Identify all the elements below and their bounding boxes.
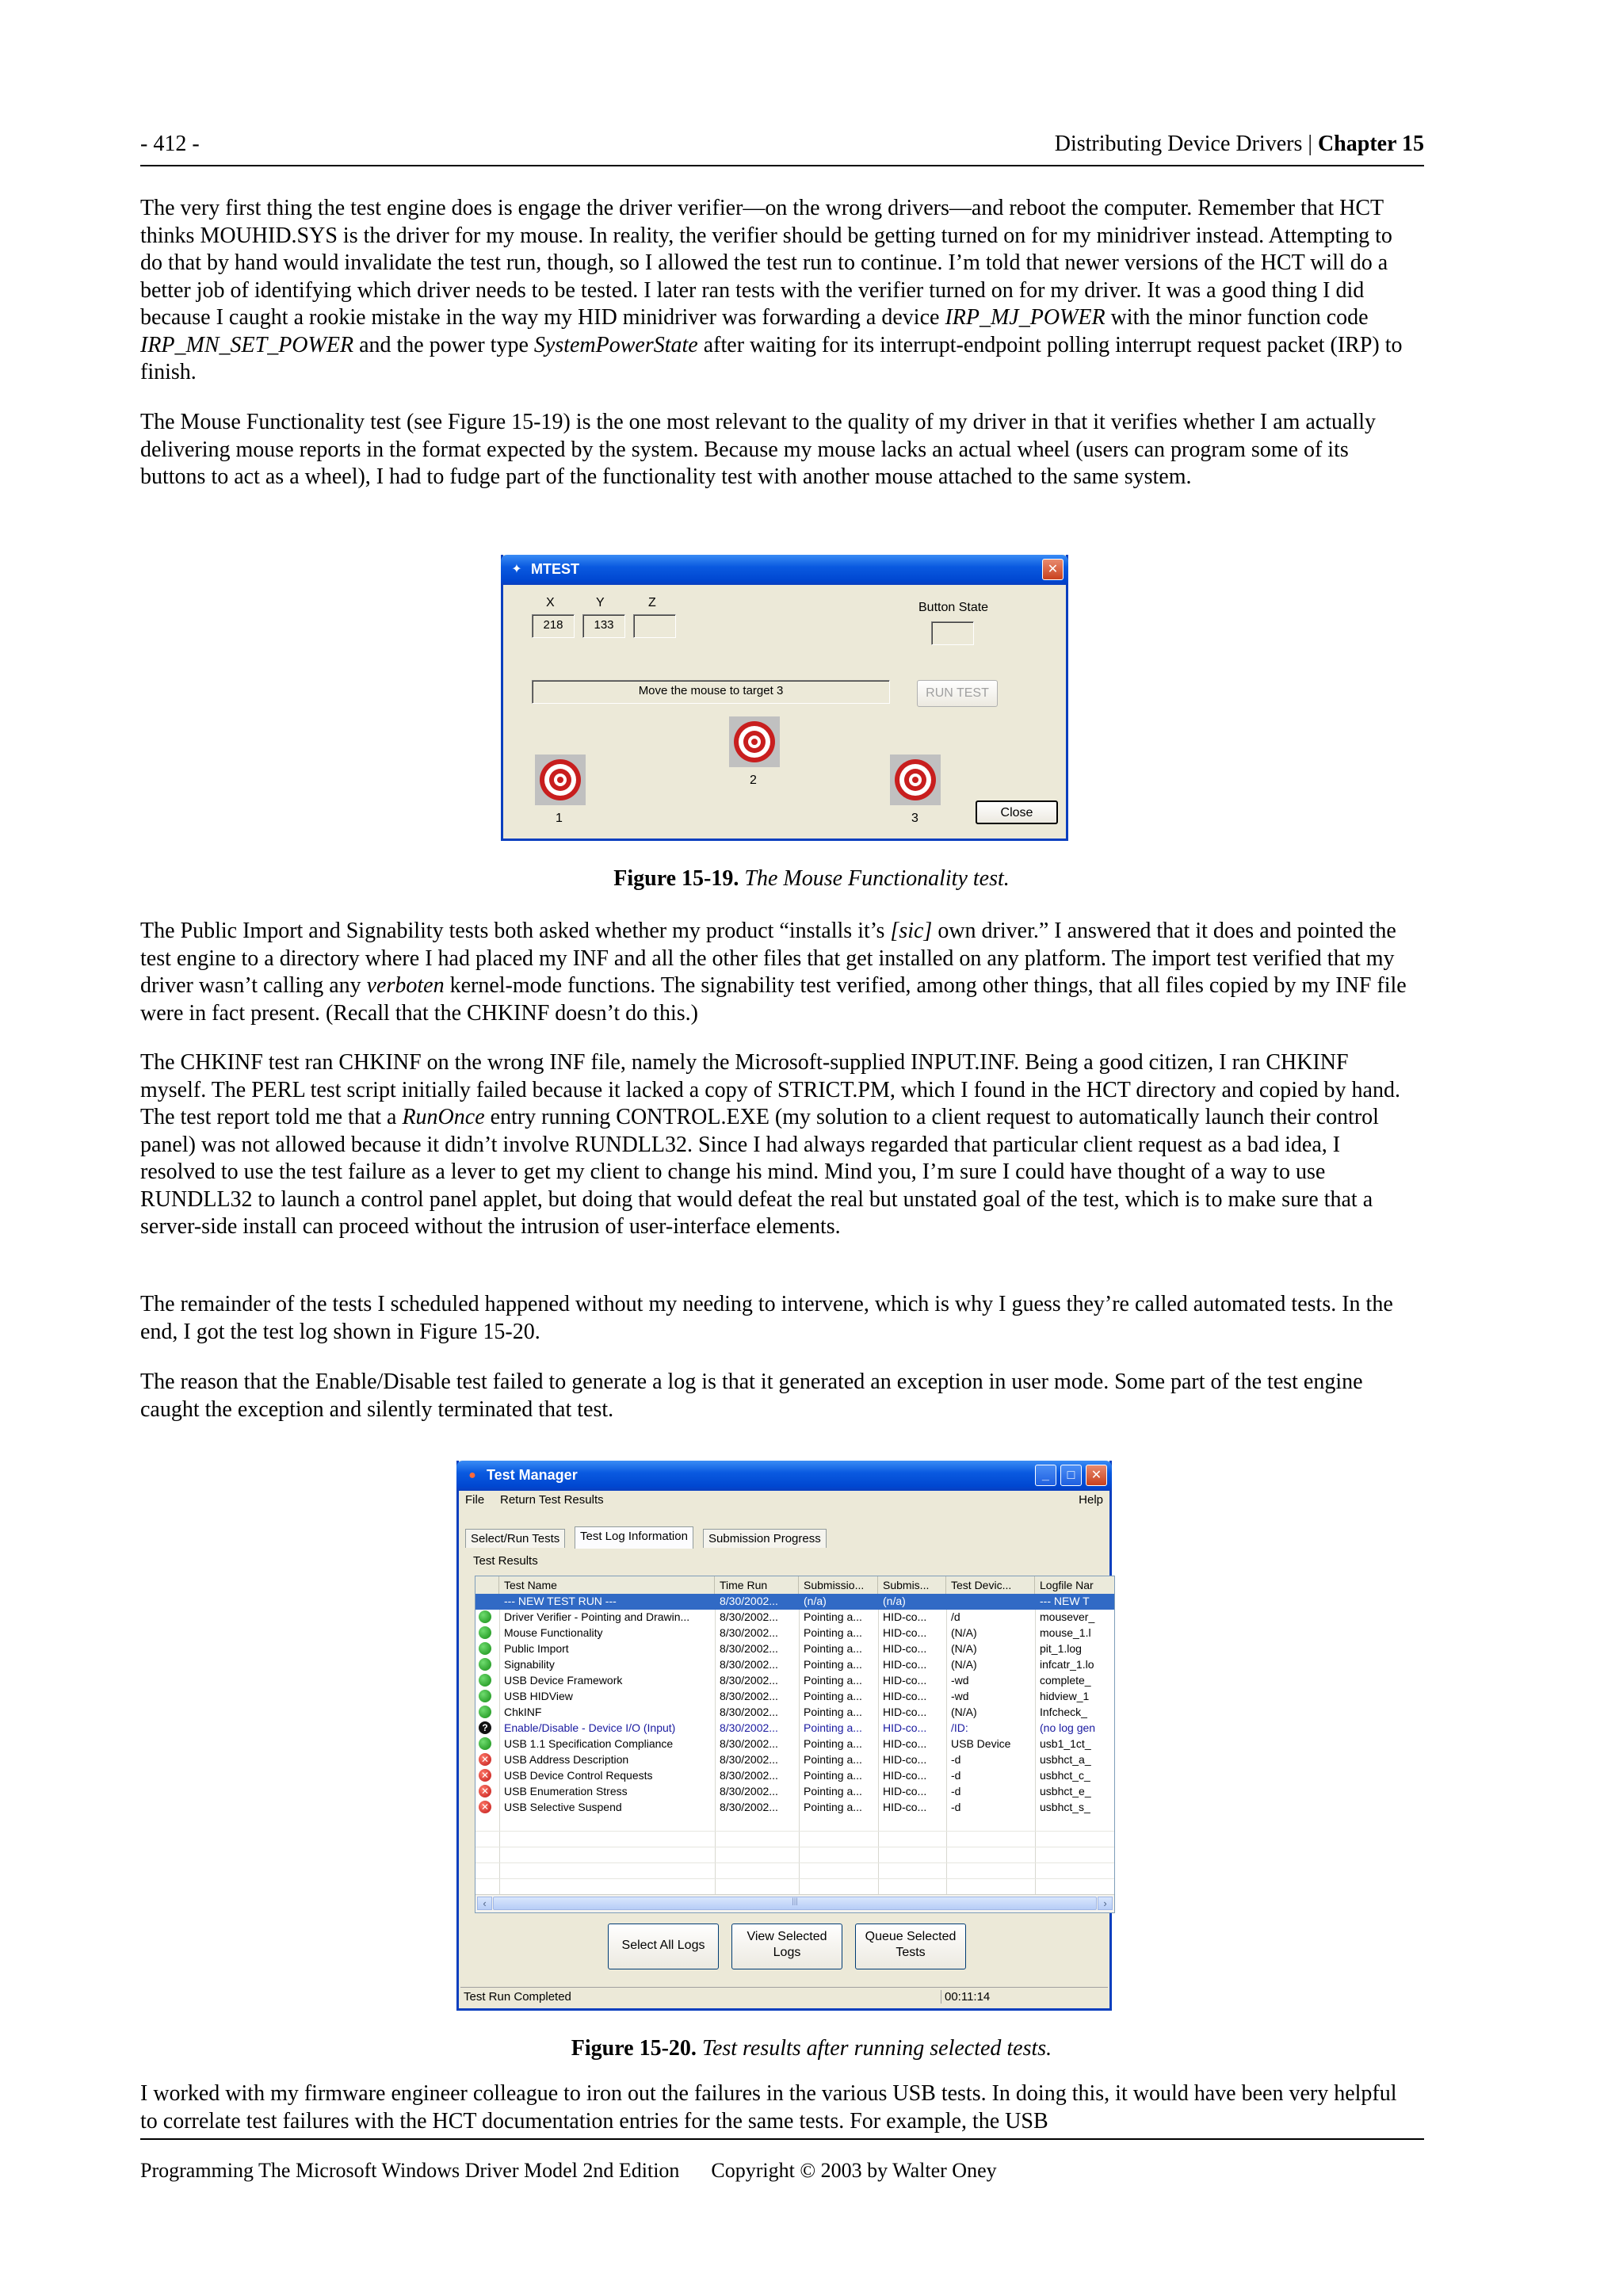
p4-italic-1: RunOnce <box>402 1105 485 1129</box>
target-1-icon <box>535 755 586 805</box>
p1-text-c: and the power type <box>353 332 534 357</box>
p3-text-b: own driver.” I answered that it does and pointed the test engine to a directory where I had placed my INF and all the other files that get installed on any platform. The import test verified that my driver wasn’t calling any <box>140 919 1396 998</box>
cell-time-run: 8/30/2002... <box>720 1785 778 1797</box>
run-test-button[interactable]: RUN TEST <box>917 680 998 707</box>
test-results-grid <box>475 1576 1115 1913</box>
cell-logfile: mousever_ <box>1040 1610 1095 1623</box>
y-label: Y <box>596 596 605 609</box>
figure-19-caption <box>0 866 1623 892</box>
fig19-caption-text: The Mouse Functionality test. <box>739 866 1010 891</box>
cell-submission: Pointing a... <box>804 1642 862 1655</box>
p1-italic-1: IRP_MJ_POWER <box>945 305 1106 330</box>
target-3-label: 3 <box>911 812 918 825</box>
table-row[interactable] <box>475 1752 1114 1768</box>
col-test-name[interactable]: Test Name <box>499 1576 715 1594</box>
cell-logfile: usbhct_s_ <box>1040 1801 1090 1813</box>
target-1-label: 1 <box>556 812 563 825</box>
menu-help[interactable]: Help <box>1079 1493 1103 1507</box>
cell-test-device: -wd <box>951 1690 969 1702</box>
test-manager-titlebar[interactable] <box>456 1461 1112 1491</box>
target-3-icon <box>890 755 941 805</box>
col-test-device[interactable]: Test Devic... <box>946 1576 1035 1594</box>
p3-text-c: kernel-mode functions. The signability test verified, among other things, that all files copied by my INF file were in fact present. (Recall that the CHKINF doesn’t do this.) <box>140 973 1407 1026</box>
view-selected-line-1: View Selected <box>747 1930 827 1943</box>
table-row[interactable] <box>475 1784 1114 1800</box>
status-bar <box>460 1987 1108 2007</box>
cell-submis: HID-co... <box>883 1690 927 1702</box>
cell-test-name: USB Address Description <box>504 1753 629 1766</box>
status-field: Move the mouse to target 3 <box>532 680 890 704</box>
cell-time-run: 8/30/2002... <box>720 1626 778 1639</box>
paragraph-5: The remainder of the tests I scheduled happened without my needing to intervene, which is why I guess they’re called automated tests. In the end, I got the test log shown in Figure 15-20. <box>140 1292 1393 1344</box>
col-submis[interactable]: Submis... <box>878 1576 946 1594</box>
cell-time-run: 8/30/2002... <box>720 1737 778 1750</box>
cell-logfile: complete_ <box>1040 1674 1091 1687</box>
x-label: X <box>546 596 555 609</box>
cell-submission: Pointing a... <box>804 1737 862 1750</box>
grid-line <box>475 1878 1114 1879</box>
cell-test-name: USB HIDView <box>504 1690 573 1702</box>
z-value <box>633 614 676 638</box>
cell-submission: Pointing a... <box>804 1690 862 1702</box>
pass-status-icon <box>479 1610 491 1623</box>
scroll-thumb[interactable]: ||| <box>493 1897 1097 1910</box>
chapter-title <box>1055 132 1424 157</box>
col-submission[interactable]: Submissio... <box>799 1576 878 1594</box>
p3-italic-2: verboten <box>366 973 445 998</box>
tab-select-run-tests[interactable]: Select/Run Tests <box>465 1529 565 1548</box>
cell-test-name: Signability <box>504 1658 555 1671</box>
cell-time-run: 8/30/2002... <box>720 1769 778 1782</box>
test-results-label: Test Results <box>473 1554 538 1568</box>
view-selected-logs-button[interactable] <box>731 1924 842 1969</box>
cell-submission: Pointing a... <box>804 1785 862 1797</box>
cell-logfile: usbhct_c_ <box>1040 1769 1090 1782</box>
horizontal-scrollbar[interactable] <box>475 1894 1114 1912</box>
chapter-prefix: Distributing Device Drivers | <box>1054 132 1318 156</box>
cell-logfile: hidview_1 <box>1040 1690 1090 1702</box>
y-value: 133 <box>582 614 625 638</box>
col-status[interactable] <box>475 1576 499 1594</box>
pass-status-icon <box>479 1737 491 1750</box>
paragraph-4 <box>140 1049 1408 1241</box>
table-row[interactable] <box>475 1610 1114 1626</box>
cell-submission: Pointing a... <box>804 1801 862 1813</box>
cell-submis: HID-co... <box>883 1626 927 1639</box>
table-row[interactable] <box>475 1800 1114 1816</box>
cell-logfile: usbhct_e_ <box>1040 1785 1091 1797</box>
page-number: - 412 - <box>140 132 200 156</box>
scroll-right-icon[interactable]: › <box>1098 1897 1113 1910</box>
cell-submis: HID-co... <box>883 1610 927 1623</box>
col-time-run[interactable]: Time Run <box>715 1576 799 1594</box>
p1-text-d: after waiting for its interrupt-endpoint polling interrupt request packet (IRP) to finish. <box>140 332 1403 384</box>
cell-test-device: /d <box>951 1610 960 1623</box>
chapter-label: Chapter 15 <box>1317 132 1424 156</box>
cell-test-name: Enable/Disable - Device I/O (Input) <box>504 1721 676 1734</box>
queue-selected-line-1: Queue Selected <box>865 1930 957 1943</box>
figure-20-caption <box>0 2036 1623 2061</box>
pass-status-icon <box>479 1706 491 1718</box>
cell-test-name: USB Device Control Requests <box>504 1769 653 1782</box>
tab-submission-progress[interactable]: Submission Progress <box>703 1529 827 1548</box>
x-value: 218 <box>532 614 575 638</box>
paragraph-3 <box>140 918 1408 1027</box>
cell-submis: HID-co... <box>883 1769 927 1782</box>
cell-time-run: 8/30/2002... <box>720 1801 778 1813</box>
cell-submission: Pointing a... <box>804 1769 862 1782</box>
cell-test-name: --- NEW TEST RUN --- <box>504 1595 617 1607</box>
cell-time-run: 8/30/2002... <box>720 1658 778 1671</box>
cell-submis: HID-co... <box>883 1658 927 1671</box>
cell-submis: HID-co... <box>883 1801 927 1813</box>
cell-test-name: Driver Verifier - Pointing and Drawin... <box>504 1610 690 1623</box>
paragraph-6: The reason that the Enable/Disable test failed to generate a log is that it generated an exception in user mode. Some part of the test engine caught the exception and silently terminated that test. <box>140 1370 1363 1422</box>
cell-submission: Pointing a... <box>804 1658 862 1671</box>
mtest-window <box>501 555 1068 841</box>
mtest-title: MTEST <box>531 561 579 577</box>
pass-status-icon <box>479 1674 491 1687</box>
close-icon[interactable]: ✕ <box>1086 1465 1107 1486</box>
pass-status-icon <box>479 1658 491 1671</box>
test-manager-title: Test Manager <box>487 1467 578 1483</box>
tab-strip <box>465 1529 1099 1548</box>
target-2-label: 2 <box>750 774 757 787</box>
cell-submis: HID-co... <box>883 1706 927 1718</box>
cell-test-device: -d <box>951 1753 961 1766</box>
status-text: Test Run Completed <box>464 1990 571 2004</box>
cell-time-run: 8/30/2002... <box>720 1642 778 1655</box>
p1-italic-2: IRP_MN_SET_POWER <box>140 332 354 357</box>
cell-logfile: pit_1.log <box>1040 1642 1082 1655</box>
pass-status-icon <box>479 1626 491 1639</box>
cell-test-name: Mouse Functionality <box>504 1626 603 1639</box>
cell-test-device: -d <box>951 1785 961 1797</box>
z-label: Z <box>648 596 656 609</box>
cell-submis: HID-co... <box>883 1721 927 1734</box>
cell-logfile: (no log gen <box>1040 1721 1096 1734</box>
cell-test-device: USB Device <box>951 1737 1011 1750</box>
table-row[interactable] <box>475 1657 1114 1673</box>
table-row[interactable] <box>475 1673 1114 1689</box>
cell-test-device: -d <box>951 1769 961 1782</box>
cell-submission: Pointing a... <box>804 1626 862 1639</box>
queue-selected-line-2: Tests <box>896 1946 926 1959</box>
p3-italic-1: [sic] <box>890 919 933 943</box>
cell-logfile: usbhct_a_ <box>1040 1753 1091 1766</box>
tab-test-log-information[interactable]: Test Log Information <box>575 1526 693 1549</box>
cell-time-run: 8/30/2002... <box>720 1610 778 1623</box>
cell-submission: (n/a) <box>804 1595 827 1607</box>
cell-logfile: --- NEW T <box>1040 1595 1090 1607</box>
footer-copyright: Copyright © 2003 by Walter Oney <box>711 2159 997 2182</box>
app-icon: ✦ <box>511 563 522 576</box>
fail-status-icon: ✕ <box>479 1753 491 1766</box>
p4-text-a: The CHKINF test ran CHKINF on the wrong INF file, namely the Microsoft-supplied INPUT.INF. Being a good citizen, I ran CHKINF myself. The PERL test script initially failed because it lacked a copy of STRICT.PM, which I found in the HCT directory and copied by hand. The test report told me that a <box>140 1050 1400 1129</box>
p1-text-a: The very first thing the test engine does is engage the driver verifier—on the wrong drivers—and reboot the computer. Remember that HCT thinks MOUHID.SYS is the driver for my mouse. In reality, the verifier should be getting turned on for my minidriver instead. Attempting to do that by hand would invalidate the test run, though, so I allowed the test run to continue. I’m told that newer versions of the HCT will do a better job of identifying which driver needs to be tested. I later ran tests with the verifier turned on for my driver. It was a good thing I did because I caught a rookie mistake in the way my HID minidriver was forwarding a device <box>140 196 1392 330</box>
button-state-label: Button State <box>918 601 989 614</box>
cell-test-name: USB Device Framework <box>504 1674 623 1687</box>
p1-text-b: with the minor function code <box>1105 305 1369 330</box>
cell-submission: Pointing a... <box>804 1706 862 1718</box>
cell-test-device: (N/A) <box>951 1642 977 1655</box>
cell-submis: (n/a) <box>883 1595 906 1607</box>
cell-time-run: 8/30/2002... <box>720 1753 778 1766</box>
button-state-value <box>931 621 974 645</box>
table-row[interactable] <box>475 1768 1114 1784</box>
cell-logfile: usb1_1ct_ <box>1040 1737 1091 1750</box>
fail-status-icon: ✕ <box>479 1769 491 1782</box>
queue-selected-tests-button[interactable] <box>855 1924 966 1969</box>
maximize-icon[interactable]: □ <box>1060 1465 1082 1486</box>
cell-submission: Pointing a... <box>804 1674 862 1687</box>
table-row[interactable] <box>475 1626 1114 1641</box>
p3-text-a: The Public Import and Signability tests both asked whether my product “installs it’s <box>140 919 891 943</box>
paragraph-1 <box>140 195 1408 387</box>
status-time: 00:11:14 <box>941 1990 990 2004</box>
cell-submission: Pointing a... <box>804 1721 862 1734</box>
cell-test-device: -wd <box>951 1674 969 1687</box>
menu-return-test-results[interactable]: Return Test Results <box>500 1493 604 1507</box>
fail-status-icon: ✕ <box>479 1801 491 1813</box>
target-2-icon <box>729 716 780 767</box>
footer-book-title: Programming The Microsoft Windows Driver Model 2nd Edition <box>140 2159 680 2182</box>
unknown-status-icon: ? <box>479 1721 491 1734</box>
cell-submission: Pointing a... <box>804 1610 862 1623</box>
cell-test-name: USB 1.1 Specification Compliance <box>504 1737 674 1750</box>
cell-submis: HID-co... <box>883 1753 927 1766</box>
mtest-titlebar[interactable] <box>501 555 1068 585</box>
menu-bar <box>459 1491 1109 1510</box>
cell-logfile: mouse_1.l <box>1040 1626 1091 1639</box>
cell-submis: HID-co... <box>883 1674 927 1687</box>
scroll-left-icon[interactable]: ‹ <box>477 1897 492 1910</box>
cell-time-run: 8/30/2002... <box>720 1595 778 1607</box>
cell-test-name: Public Import <box>504 1642 569 1655</box>
table-row[interactable] <box>475 1736 1114 1752</box>
p4-text-b: entry running CONTROL.EXE (my solution to a client request to automatically launch their control panel) was not allowed because it didn’t involve RUNDLL32. Since I had always regarded that particular client request as a bad idea, I resolved to use the test failure as a lever to get my client to change his mind. Mind you, I’m sure I could have thought of a way to use RUNDLL32 to launch a control panel applet, but doing that would defeat the real but unstated goal of the test, which is to make sure that a server-side install can proceed without the intrusion of user-interface elements. <box>140 1105 1379 1239</box>
cell-test-name: ChkINF <box>504 1706 542 1718</box>
close-icon[interactable]: ✕ <box>1042 559 1064 580</box>
cell-time-run: 8/30/2002... <box>720 1674 778 1687</box>
cell-test-name: USB Enumeration Stress <box>504 1785 628 1797</box>
cell-submis: HID-co... <box>883 1737 927 1750</box>
test-manager-window <box>456 1461 1112 2011</box>
cell-logfile: Infcheck_ <box>1040 1706 1087 1718</box>
cell-test-device: -d <box>951 1801 961 1813</box>
cell-time-run: 8/30/2002... <box>720 1690 778 1702</box>
view-selected-line-2: Logs <box>773 1946 801 1959</box>
cell-submis: HID-co... <box>883 1785 927 1797</box>
cell-logfile: infcatr_1.lo <box>1040 1658 1094 1671</box>
fail-status-icon: ✕ <box>479 1785 491 1797</box>
cell-submission: Pointing a... <box>804 1753 862 1766</box>
menu-file[interactable]: File <box>465 1493 485 1507</box>
grid-line <box>475 1862 1114 1863</box>
cell-time-run: 8/30/2002... <box>720 1721 778 1734</box>
cell-submis: HID-co... <box>883 1642 927 1655</box>
cell-test-device: (N/A) <box>951 1626 977 1639</box>
grid-header <box>475 1576 1114 1595</box>
p1-italic-3: SystemPowerState <box>533 332 698 357</box>
pass-status-icon <box>479 1690 491 1702</box>
fig20-caption-text: Test results after running selected tests. <box>696 2036 1052 2061</box>
page-footer <box>140 2138 1424 2183</box>
cell-test-device: /ID: <box>951 1721 968 1734</box>
page-header <box>140 130 1424 166</box>
cell-test-name: USB Selective Suspend <box>504 1801 622 1813</box>
select-all-logs-button[interactable]: Select All Logs <box>608 1924 719 1969</box>
pass-status-icon <box>479 1642 491 1655</box>
col-logfile-name[interactable]: Logfile Nar <box>1035 1576 1115 1594</box>
cell-test-device: (N/A) <box>951 1658 977 1671</box>
fig20-caption-label: Figure 15-20. <box>571 2036 697 2061</box>
paragraph-7: I worked with my firmware engineer colleague to iron out the failures in the various USB tests. In doing this, it would have been very helpful to correlate test failures with the HCT documentation entries for the same tests. For example, the USB <box>140 2081 1397 2134</box>
grid-line <box>475 1831 1114 1832</box>
table-row[interactable] <box>475 1689 1114 1705</box>
cell-test-device: (N/A) <box>951 1706 977 1718</box>
close-button[interactable]: Close <box>976 800 1058 824</box>
table-row[interactable] <box>475 1594 1114 1610</box>
app-icon: ● <box>468 1469 476 1482</box>
paragraph-2: The Mouse Functionality test (see Figure 15-19) is the one most relevant to the quality of my driver in that it verifies whether I am actually delivering mouse reports in the format expected by the system. Because my mouse lacks an actual wheel (users can program some of its buttons to act as a wheel), I had to fudge part of the functionality test with another mouse attached to the same system. <box>140 410 1377 489</box>
minimize-icon[interactable]: _ <box>1035 1465 1056 1486</box>
table-row[interactable] <box>475 1721 1114 1736</box>
table-row[interactable] <box>475 1705 1114 1721</box>
cell-time-run: 8/30/2002... <box>720 1706 778 1718</box>
table-row[interactable] <box>475 1641 1114 1657</box>
fig19-caption-label: Figure 15-19. <box>613 866 739 891</box>
